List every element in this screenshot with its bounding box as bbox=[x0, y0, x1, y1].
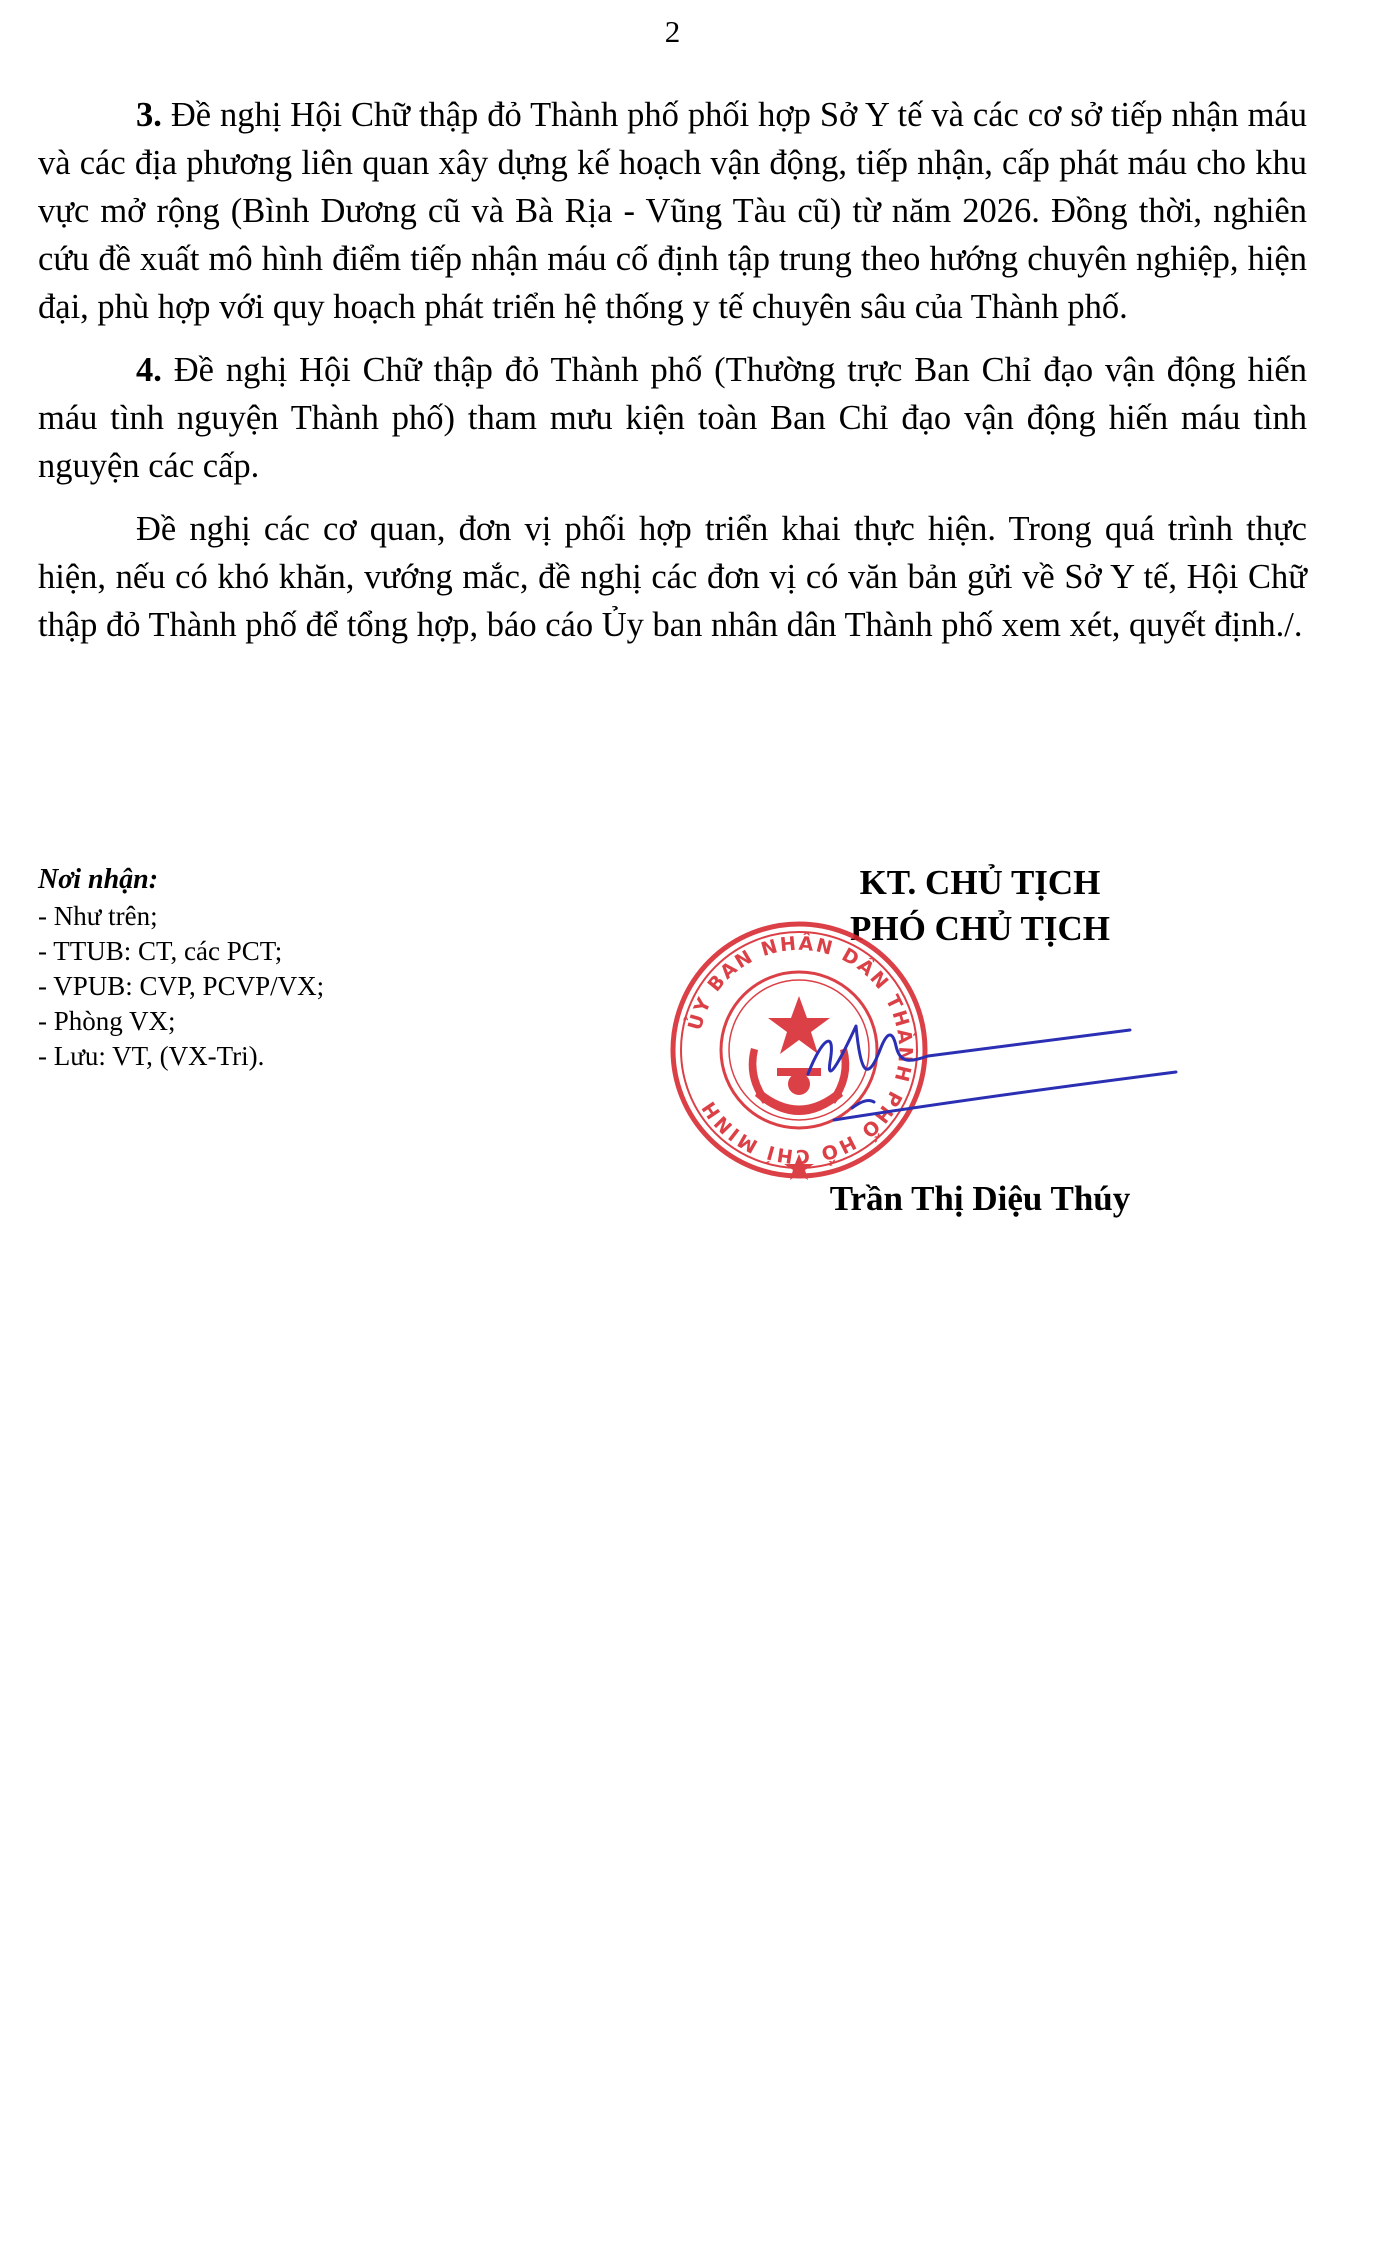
recipients-title: Nơi nhận: bbox=[38, 864, 159, 895]
seal-text: ỦY BAN NHÂN DÂN THÀNH PHỐ HỒ CHÍ MINH bbox=[684, 932, 917, 1168]
handwritten-signature-icon bbox=[800, 990, 1180, 1150]
paragraph-number: 4. bbox=[136, 351, 162, 389]
document-body bbox=[38, 91, 1307, 664]
recipient-item: - Lưu: VT, (VX-Tri). bbox=[38, 1041, 265, 1071]
signature-title-line1: KT. CHỦ TỊCH bbox=[859, 863, 1101, 902]
closing-paragraph bbox=[38, 505, 1307, 649]
paragraph-text: Đề nghị Hội Chữ thập đỏ Thành phố (Thường trực Ban Chỉ đạo vận động hiến máu tình nguyện Thành phố) tham mưu kiện toàn Ban Chỉ đạo vận động hiến máu tình nguyện các cấp. bbox=[38, 351, 1307, 485]
recipient-item: - TTUB: CT, các PCT; bbox=[38, 936, 283, 966]
paragraph-3 bbox=[38, 91, 1307, 331]
page-number: 2 bbox=[664, 14, 681, 49]
paragraph-4 bbox=[38, 346, 1307, 490]
recipient-item: - Như trên; bbox=[38, 901, 158, 931]
paragraph-text: Đề nghị Hội Chữ thập đỏ Thành phố phối hợp Sở Y tế và các cơ sở tiếp nhận máu và các địa phương liên quan xây dựng kế hoạch vận động, tiếp nhận, cấp phát máu cho khu vực mở rộng (Bình Dương cũ và Bà Rịa - Vũng Tàu cũ) từ năm 2026. Đồng thời, nghiên cứu đề xuất mô hình điểm tiếp nhận máu cố định tập trung theo hướng chuyên nghiệp, hiện đại, phù hợp với quy hoạch phát triển hệ thống y tế chuyên sâu của Thành phố. bbox=[38, 96, 1307, 326]
signature-title-line2: PHÓ CHỦ TỊCH bbox=[850, 909, 1110, 948]
paragraph-text: Đề nghị các cơ quan, đơn vị phối hợp triển khai thực hiện. Trong quá trình thực hiện, nếu có khó khăn, vướng mắc, đề nghị các đơn vị có văn bản gửi về Sở Y tế, Hội Chữ thập đỏ Thành phố để tổng hợp, báo cáo Ủy ban nhân dân Thành phố xem xét, quyết định./. bbox=[38, 510, 1307, 644]
signer-name: Trần Thị Diệu Thúy bbox=[829, 1179, 1131, 1218]
recipient-item: - Phòng VX; bbox=[38, 1006, 176, 1036]
paragraph-number: 3. bbox=[136, 96, 162, 134]
recipient-item: - VPUB: CVP, PCVP/VX; bbox=[38, 971, 325, 1001]
recipients-list bbox=[38, 862, 638, 1074]
